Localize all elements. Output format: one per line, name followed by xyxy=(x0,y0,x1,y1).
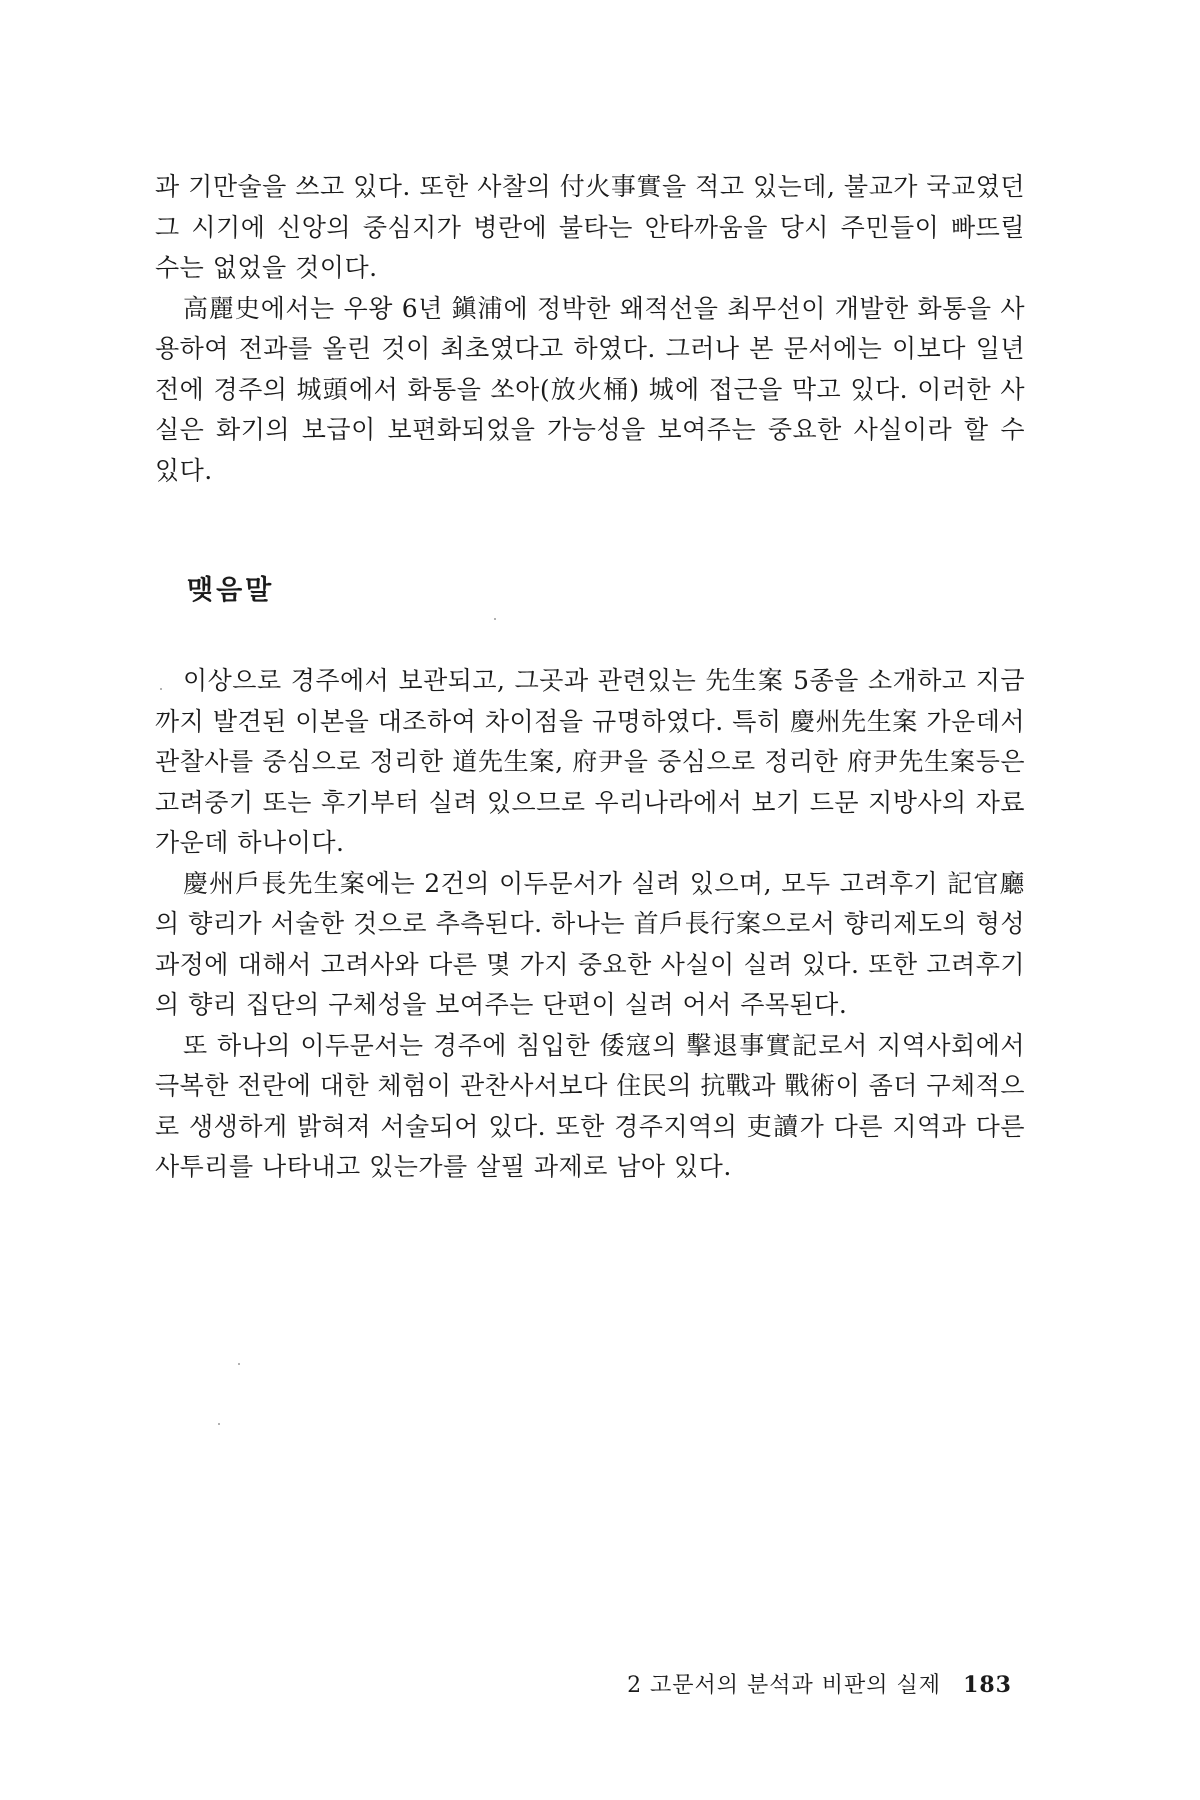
paragraph: 慶州戶長先生案에는 2건의 이두문서가 실려 있으며, 모두 고려후기 記官廳의 향리가 서술한 것으로 추측된다. 하나는 首戶長行案으로서 향리제도의 형성과정에 대해서 고려사와 다른 몇 가지 중요한 사실이 실려 있다. 또한 고려후기의 향리 집단의 구체성을 보여주는 단편이 실려 어서 주목된다. xyxy=(155,868,1025,1019)
paragraph: 과 기만술을 쓰고 있다. 또한 사찰의 付火事實을 적고 있는데, 불교가 국교였던 그 시기에 신앙의 중심지가 병란에 불타는 안타까움을 당시 주민들이 빠뜨릴 수는 없었을 것이다. xyxy=(155,172,1025,282)
scan-speck xyxy=(238,1363,240,1365)
page-footer xyxy=(627,1668,1012,1699)
scan-speck xyxy=(160,688,162,690)
body-text-top xyxy=(155,167,1025,491)
section-heading: 맺음말 xyxy=(187,575,275,606)
body-text-bottom xyxy=(155,661,1025,1188)
paragraph: 高麗史에서는 우왕 6년 鎭浦에 정박한 왜적선을 최무선이 개발한 화통을 사용하여 전과를 올린 것이 최초였다고 하였다. 그러나 본 문서에는 이보다 일년전에 경주의 城頭에서 화통을 쏘아(放火桶) 城에 접근을 막고 있다. 이러한 사실은 화기의 보급이 보편화되었을 가능성을 보여주는 중요한 사실이라 할 수 있다. xyxy=(155,293,1025,485)
running-title: 2 고문서의 분석과 비판의 실제 xyxy=(627,1673,942,1698)
paragraph: 이상으로 경주에서 보관되고, 그곳과 관련있는 先生案 5종을 소개하고 지금까지 발견된 이본을 대조하여 차이점을 규명하였다. 특히 慶州先生案 가운데서 관찰사를 중심으로 정리한 道先生案, 府尹을 중심으로 정리한 府尹先生案등은 고려중기 또는 후기부터 실려 있으므로 우리나라에서 보기 드문 지방사의 자료 가운데 하나이다. xyxy=(155,666,1025,857)
scan-speck xyxy=(218,1423,220,1425)
scan-speck xyxy=(494,618,496,620)
paragraph: 또 하나의 이두문서는 경주에 침입한 倭寇의 擊退事實記로서 지역사회에서 극복한 전란에 대한 체험이 관찬사서보다 住民의 抗戰과 戰術이 좀더 구체적으로 생생하게 밝혀져 서술되어 있다. 또한 경주지역의 吏讀가 다른 지역과 다른 사투리를 나타내고 있는가를 살필 과제로 남아 있다. xyxy=(155,1030,1025,1181)
page-number: 183 xyxy=(963,1672,1012,1698)
